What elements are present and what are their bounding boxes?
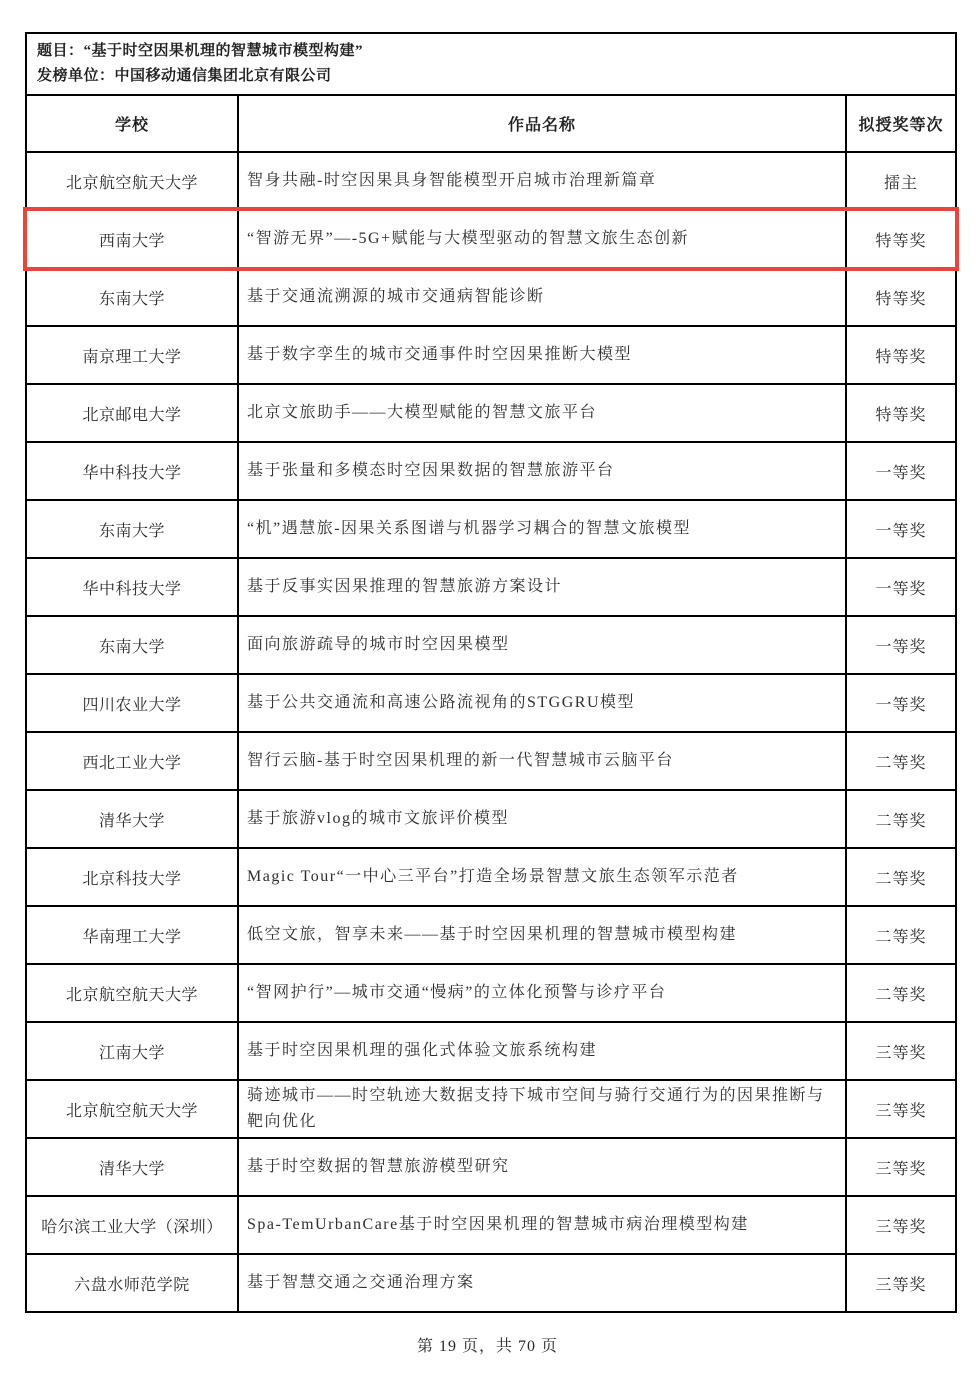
school-cell: 西南大学 [26,210,238,268]
table-row-highlighted [26,210,956,268]
work-title-cell: 北京文旅助手——大模型赋能的智慧文旅平台 [238,384,846,442]
award-level-cell: 擂主 [846,152,956,210]
work-title-cell: 骑迹城市——时空轨迹大数据支持下城市空间与骑行交通行为的因果推断与靶向优化 [238,1080,846,1138]
work-title-cell: “机”遇慧旅-因果关系图谱与机器学习耦合的智慧文旅模型 [238,500,846,558]
school-cell: 四川农业大学 [26,674,238,732]
awards-table [25,32,957,1313]
table-row [26,1138,956,1196]
school-cell: 北京邮电大学 [26,384,238,442]
table-row [26,1196,956,1254]
document-title-block [26,33,956,95]
school-cell: 江南大学 [26,1022,238,1080]
school-cell: 北京科技大学 [26,848,238,906]
award-level-cell: 一等奖 [846,558,956,616]
award-level-cell: 三等奖 [846,1138,956,1196]
column-header-work-title: 作品名称 [238,95,846,152]
work-title-cell: Magic Tour“一中心三平台”打造全场景智慧文旅生态领军示范者 [238,848,846,906]
school-cell: 华南理工大学 [26,906,238,964]
award-level-cell: 特等奖 [846,268,956,326]
school-cell: 六盘水师范学院 [26,1254,238,1312]
award-level-cell: 一等奖 [846,500,956,558]
award-level-cell: 一等奖 [846,442,956,500]
table-row [26,616,956,674]
column-header-school: 学校 [26,95,238,152]
table-row [26,152,956,210]
work-title-cell: Spa-TemUrbanCare基于时空因果机理的智慧城市病治理模型构建 [238,1196,846,1254]
award-level-cell: 特等奖 [846,210,956,268]
table-row [26,732,956,790]
page-number: 第 19 页，共 70 页 [416,1338,558,1355]
table-row [26,848,956,906]
work-title-cell: 基于时空数据的智慧旅游模型研究 [238,1138,846,1196]
work-title-cell: 基于数字孪生的城市交通事件时空因果推断大模型 [238,326,846,384]
award-level-cell: 三等奖 [846,1080,956,1138]
award-level-cell: 一等奖 [846,616,956,674]
publisher-line: 发榜单位：中国移动通信集团北京有限公司 [37,68,332,84]
school-cell: 东南大学 [26,500,238,558]
award-level-cell: 二等奖 [846,906,956,964]
table-row [26,790,956,848]
work-title-cell: 基于张量和多模态时空因果数据的智慧旅游平台 [238,442,846,500]
header-row [26,95,956,152]
award-level-cell: 二等奖 [846,964,956,1022]
award-level-cell: 特等奖 [846,326,956,384]
table-row [26,906,956,964]
table-row [26,1022,956,1080]
table-row [26,1080,956,1138]
table-row [26,674,956,732]
document-title: 题目：“基于时空因果机理的智慧城市模型构建” [37,43,364,59]
school-cell: 华中科技大学 [26,558,238,616]
table-row [26,964,956,1022]
table-row [26,442,956,500]
table-row [26,384,956,442]
award-level-cell: 三等奖 [846,1196,956,1254]
work-title-cell: 基于公共交通流和高速公路流视角的STGGRU模型 [238,674,846,732]
table-row [26,558,956,616]
work-title-cell: 基于智慧交通之交通治理方案 [238,1254,846,1312]
award-level-cell: 二等奖 [846,790,956,848]
work-title-cell: 智行云脑-基于时空因果机理的新一代智慧城市云脑平台 [238,732,846,790]
table-row [26,500,956,558]
work-title-cell: 基于交通流溯源的城市交通病智能诊断 [238,268,846,326]
table-row [26,268,956,326]
school-cell: 东南大学 [26,268,238,326]
work-title-cell: “智游无界”—-5G+赋能与大模型驱动的智慧文旅生态创新 [238,210,846,268]
work-title-cell: “智网护行”—城市交通“慢病”的立体化预警与诊疗平台 [238,964,846,1022]
award-level-cell: 特等奖 [846,384,956,442]
award-level-cell: 三等奖 [846,1254,956,1312]
school-cell: 北京航空航天大学 [26,152,238,210]
table-body [26,152,956,1312]
school-cell: 清华大学 [26,1138,238,1196]
award-level-cell: 三等奖 [846,1022,956,1080]
work-title-cell: 低空文旅，智享未来——基于时空因果机理的智慧城市模型构建 [238,906,846,964]
work-title-cell: 面向旅游疏导的城市时空因果模型 [238,616,846,674]
school-cell: 清华大学 [26,790,238,848]
table-row [26,326,956,384]
school-cell: 东南大学 [26,616,238,674]
school-cell: 华中科技大学 [26,442,238,500]
work-title-cell: 基于反事实因果推理的智慧旅游方案设计 [238,558,846,616]
column-header-award-level: 拟授奖等次 [846,95,956,152]
work-title-cell: 基于时空因果机理的强化式体验文旅系统构建 [238,1022,846,1080]
school-cell: 北京航空航天大学 [26,964,238,1022]
award-level-cell: 二等奖 [846,732,956,790]
award-level-cell: 二等奖 [846,848,956,906]
award-level-cell: 一等奖 [846,674,956,732]
school-cell: 西北工业大学 [26,732,238,790]
school-cell: 南京理工大学 [26,326,238,384]
title-row [26,33,956,95]
school-cell: 北京航空航天大学 [26,1080,238,1138]
table-row [26,1254,956,1312]
school-cell: 哈尔滨工业大学（深圳） [26,1196,238,1254]
work-title-cell: 智身共融-时空因果具身智能模型开启城市治理新篇章 [238,152,846,210]
work-title-cell: 基于旅游vlog的城市文旅评价模型 [238,790,846,848]
